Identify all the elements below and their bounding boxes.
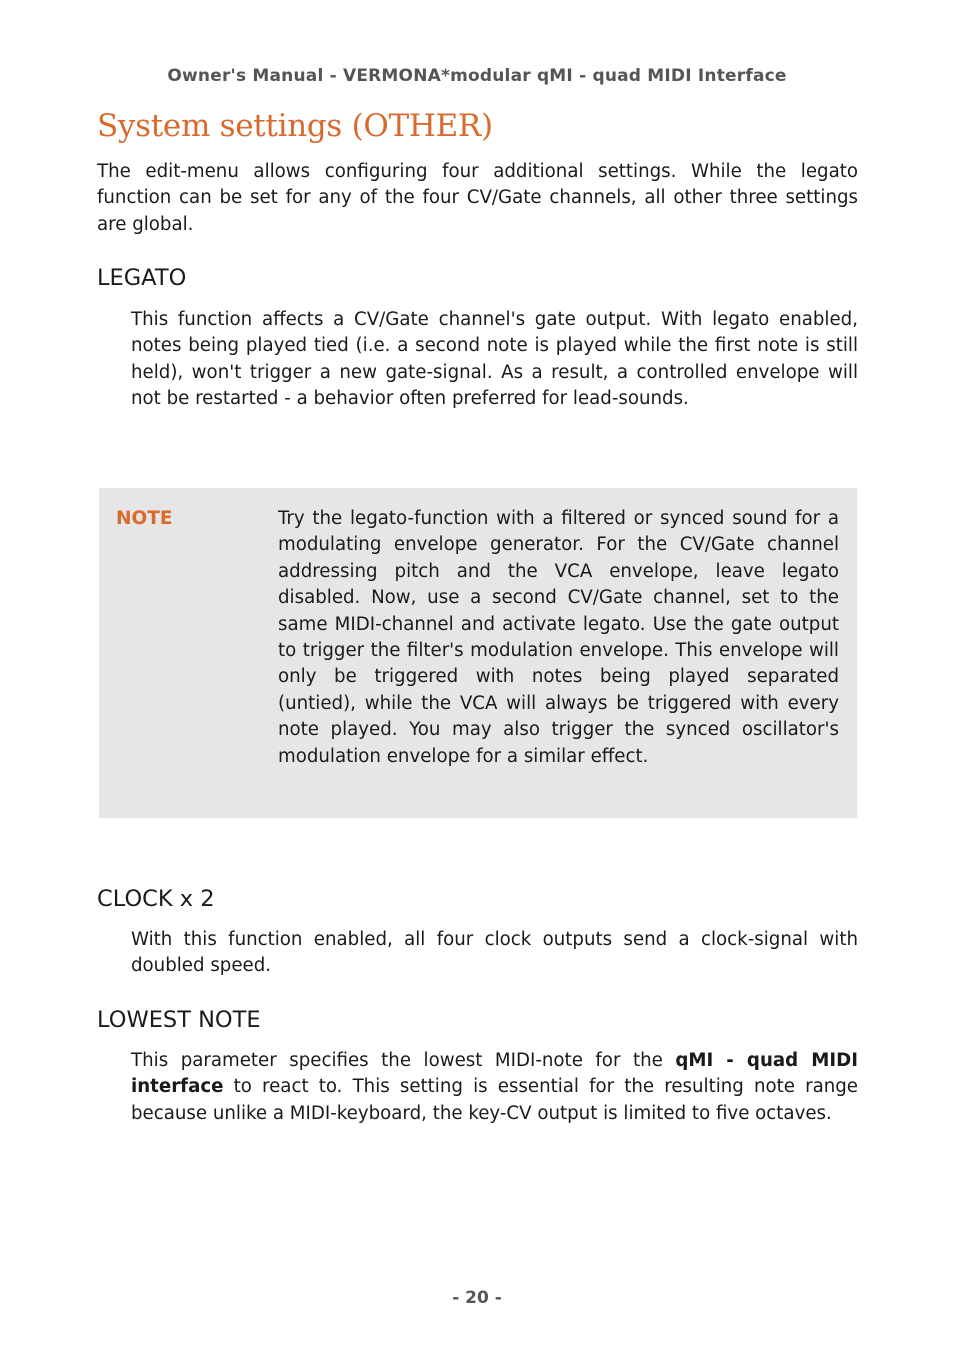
note-text: Try the legato-function with a filtered or synced sound for a modulating envelope generator. For the CV/Gate channel addressing pitch and the VCA envelope, leave legato disabled. Now, use a second CV/Gate channel, set to the same MIDI-channel and activate legato. Use the gate output to trigger the filter's modulation envelope. This envelope will only be triggered with notes being played separated (untied), while the VCA will always be triggered with every note played. You may also trigger the synced oscillator's modulation envelope for a similar effect. — [278, 508, 839, 767]
intro-paragraph: The edit-menu allows configuring four additional settings. While the legato function can be set for any of the four CV/Gate channels, all other three settings are global. — [97, 161, 858, 235]
clock-heading: CLOCK x 2 — [97, 886, 215, 912]
note-box — [99, 488, 857, 818]
legato-paragraph: This function affects a CV/Gate channel's gate output. With legato enabled, notes being played tied (i.e. a second note is played while the first note is still held), won't trigger a new gate-signal. As a result, a controlled envelope will not be restarted - a behavior often preferred for lead-sounds. — [131, 309, 858, 410]
lowest-note-paragraph — [131, 1048, 858, 1127]
lowest-note-text-end: to react to. This setting is essential for the resulting note range because unlike a MIDI-keyboard, the key-CV output is limited to five octaves. — [131, 1076, 858, 1124]
lowest-note-text-start: This parameter specifies the lowest MIDI-note for the — [131, 1050, 676, 1071]
lowest-note-heading: LOWEST NOTE — [97, 1007, 261, 1033]
page-title: System settings (OTHER) — [97, 108, 493, 144]
legato-heading: LEGATO — [97, 265, 187, 291]
product-name-bold: qMI - quad MIDI interface — [131, 1050, 858, 1098]
clock-paragraph: With this function enabled, all four clock outputs send a clock-signal with doubled speed. — [131, 929, 858, 977]
running-header: Owner's Manual - VERMONA*modular qMI - quad MIDI Interface — [167, 66, 787, 86]
page-number: - 20 - — [452, 1288, 502, 1308]
note-label: NOTE — [116, 508, 173, 529]
